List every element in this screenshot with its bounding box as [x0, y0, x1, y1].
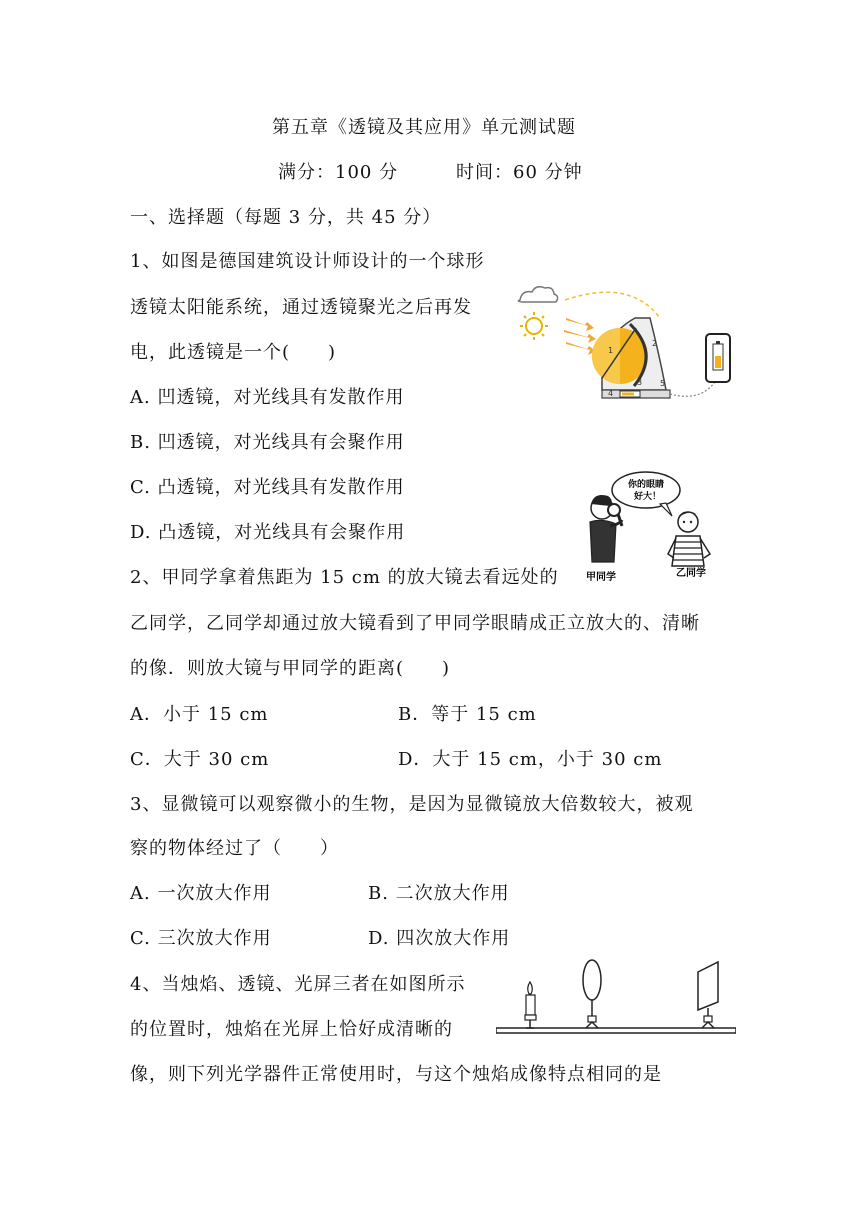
flame-icon — [528, 982, 533, 994]
q2-stem-line1: 2、甲同学拿着焦距为 15 cm 的放大镜去看远处的 — [130, 567, 559, 588]
fig-label-4: 4 — [608, 389, 614, 398]
q2-option-b: B．等于 15 cm — [398, 704, 537, 725]
label-student-jia: 甲同学 — [586, 572, 616, 583]
students-figure — [580, 470, 730, 585]
q1-option-b: B. 凹透镜，对光线具有会聚作用 — [130, 432, 405, 453]
q3-option-b: B. 二次放大作用 — [368, 883, 510, 904]
full-score: 满分：100 分 — [278, 162, 399, 183]
q1-stem-line1: 1、如图是德国建筑设计师设计的一个球形 — [130, 251, 485, 272]
q2-option-a: A．小于 15 cm — [130, 704, 269, 725]
q1-option-a: A. 凹透镜，对光线具有发散作用 — [130, 387, 405, 408]
q3-option-a: A. 一次放大作用 — [130, 883, 272, 904]
q4-stem-line3: 像，则下列光学器件正常使用时，与这个烛焰成像特点相同的是 — [130, 1064, 662, 1085]
exam-time: 时间：60 分钟 — [456, 162, 583, 183]
q3-option-c: C. 三次放大作用 — [130, 928, 272, 949]
bubble-text-line1: 你的眼睛 — [628, 480, 665, 490]
q3-stem-line1: 3、显微镜可以观察微小的生物，是因为显微镜放大倍数较大，被观 — [130, 794, 694, 815]
bubble-text-line2: 好大！ — [634, 492, 662, 502]
q2-option-c: C．大于 30 cm — [130, 749, 270, 770]
q2-stem-line2: 乙同学，乙同学却通过放大镜看到了甲同学眼睛成正立放大的、清晰 — [130, 613, 700, 634]
q2-stem-line3: 的像．则放大镜与甲同学的距离( ) — [130, 658, 451, 679]
solar-lens-figure — [510, 278, 742, 413]
q1-option-d: D. 凸透镜，对光线具有会聚作用 — [130, 522, 406, 543]
q2-option-d: D．大于 15 cm，小于 30 cm — [398, 749, 663, 770]
q1-option-c: C. 凸透镜，对光线具有发散作用 — [130, 477, 405, 498]
fig-label-2: 2 — [652, 339, 658, 348]
q4-stem-line1: 4、当烛焰、透镜、光屏三者在如图所示 — [130, 974, 466, 995]
section-heading: 一、选择题（每题 3 分，共 45 分） — [130, 207, 442, 228]
q4-stem-line2: 的位置时，烛焰在光屏上恰好成清晰的 — [130, 1019, 453, 1040]
fig-label-5: 5 — [660, 379, 666, 388]
fig-label-1: 1 — [608, 346, 614, 355]
q3-option-d: D. 四次放大作用 — [368, 928, 511, 949]
optical-bench-figure — [496, 958, 736, 1040]
q1-stem-line3: 电，此透镜是一个( ) — [130, 342, 337, 363]
fig-label-3: 3 — [637, 378, 643, 387]
q3-stem-line2: 察的物体经过了（ ） — [130, 838, 339, 859]
q1-stem-line2: 透镜太阳能系统，通过透镜聚光之后再发 — [130, 297, 472, 318]
label-student-yi: 乙同学 — [676, 568, 706, 579]
page-title: 第五章《透镜及其应用》单元测试题 — [272, 117, 576, 138]
